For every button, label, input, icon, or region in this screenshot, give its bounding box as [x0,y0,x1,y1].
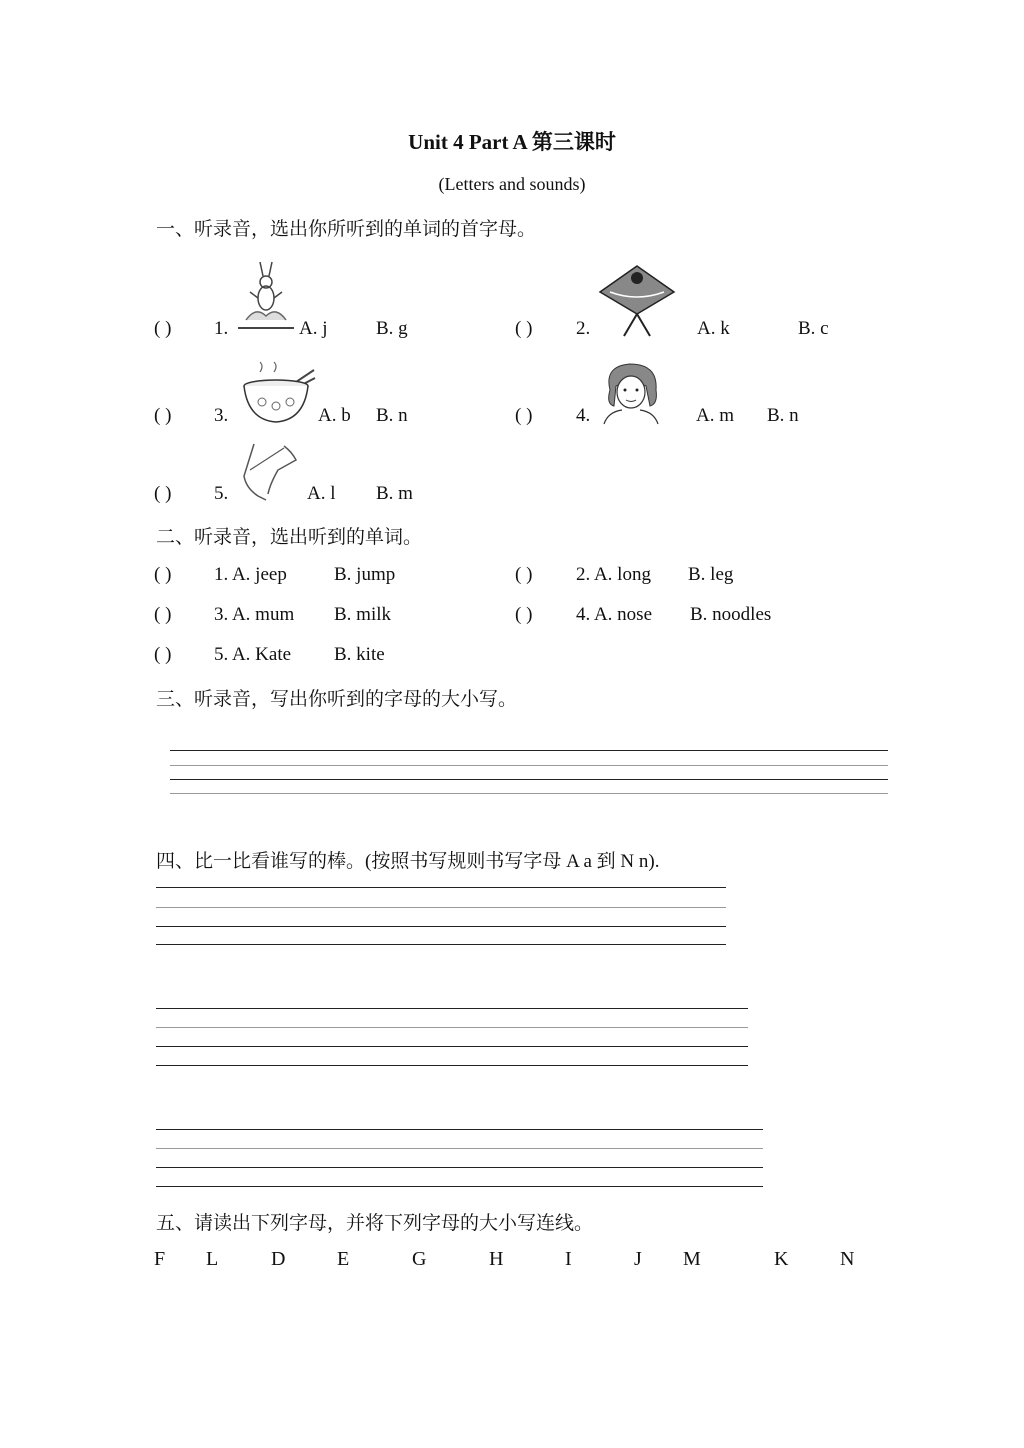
answer-paren[interactable]: ( ) [515,604,533,625]
letter-item[interactable]: J [634,1248,642,1270]
letter-item[interactable]: N [840,1248,855,1270]
option-b[interactable]: B. jump [334,564,396,585]
answer-paren[interactable]: ( ) [154,644,172,665]
letter-item[interactable]: D [271,1248,286,1270]
question-number: 5. [214,483,229,504]
answer-paren[interactable]: ( ) [154,604,172,625]
kite-icon [596,262,678,338]
option-b[interactable]: B. leg [688,564,734,585]
option-a[interactable]: 5. A. Kate [214,644,292,665]
answer-paren[interactable]: ( ) [154,564,172,585]
page-title: Unit 4 Part A 第三课时 [408,130,616,154]
option-b[interactable]: B. c [798,318,829,339]
letter-item[interactable]: E [337,1248,350,1270]
option-b[interactable]: B. m [376,483,413,504]
section3-heading: 三、听录音，写出你听到的字母的大小写。 [156,689,518,710]
woman-face-icon [600,360,662,426]
option-a[interactable]: A. l [307,483,336,504]
option-a[interactable]: A. k [697,318,730,339]
letter-item[interactable]: G [412,1248,427,1270]
option-b[interactable]: B. n [376,405,408,426]
question-number: 4. [576,405,591,426]
option-b[interactable]: B. milk [334,604,392,625]
section5-heading: 五、请读出下列字母，并将下列字母的大小写连线。 [156,1213,594,1234]
rabbit-jumping-icon [236,258,296,336]
answer-paren[interactable]: ( ) [515,318,533,339]
option-a[interactable]: A. j [299,318,328,339]
section1-heading: 一、听录音，选出你所听到的单词的首字母。 [156,219,537,240]
option-b[interactable]: B. n [767,405,799,426]
option-a[interactable]: A. m [696,405,734,426]
option-a[interactable]: 3. A. mum [214,604,295,625]
question-number: 1. [214,318,229,339]
letter-item[interactable]: F [154,1248,166,1270]
question-number: 2. [576,318,591,339]
leg-icon [238,440,302,502]
answer-paren[interactable]: ( ) [154,483,172,504]
page-subtitle: (Letters and sounds) [438,174,586,194]
letter-item[interactable]: L [206,1248,219,1270]
answer-paren[interactable]: ( ) [154,318,172,339]
option-a[interactable]: 4. A. nose [576,604,652,625]
letter-item[interactable]: H [489,1248,504,1270]
option-b[interactable]: B. noodles [690,604,772,625]
option-b[interactable]: B. kite [334,644,385,665]
option-a[interactable]: 1. A. jeep [214,564,287,585]
option-a[interactable]: 2. A. long [576,564,651,585]
option-b[interactable]: B. g [376,318,408,339]
answer-paren[interactable]: ( ) [154,405,172,426]
letter-item[interactable]: K [774,1248,789,1270]
question-number: 3. [214,405,229,426]
option-a[interactable]: A. b [318,405,351,426]
section4-heading: 四、比一比看谁写的棒。(按照书写规则书写字母 A a 到 N n). [156,851,660,872]
letter-item[interactable]: I [565,1248,572,1270]
answer-paren[interactable]: ( ) [515,564,533,585]
section2-heading: 二、听录音，选出听到的单词。 [156,527,423,548]
noodle-bowl-icon [240,360,316,426]
answer-paren[interactable]: ( ) [515,405,533,426]
letter-item[interactable]: M [683,1248,701,1270]
